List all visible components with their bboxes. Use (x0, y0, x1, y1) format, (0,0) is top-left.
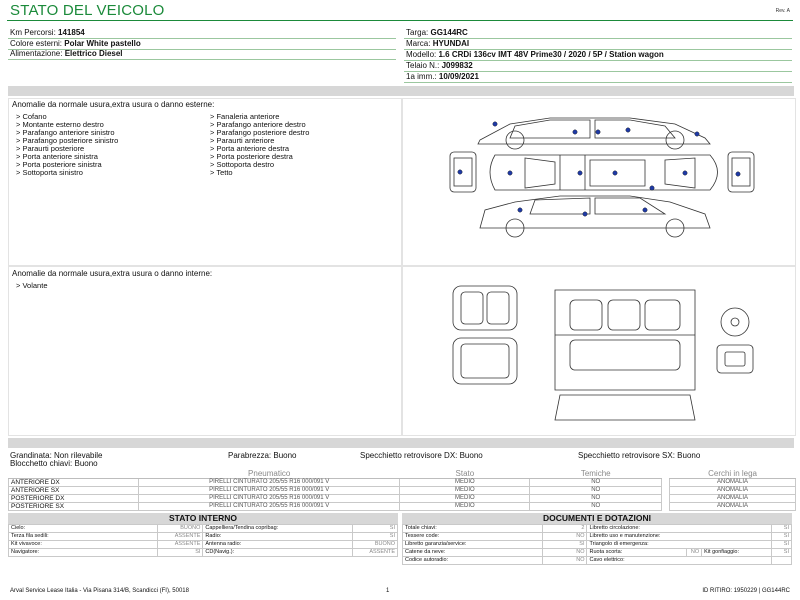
external-car-diagram (440, 110, 760, 260)
damage-item: > Paraurti posteriore (16, 144, 85, 153)
damage-item: > Parafango posteriore sinistro (16, 136, 119, 145)
footer-company: Arval Service Lease Italia - Via Pisana 314/B, Scandicci (FI), 50018 (10, 588, 189, 594)
damage-item: > Porta posteriore destra (210, 152, 293, 161)
plate-row: Targa: GG144RC (406, 28, 468, 37)
external-damage-list-1 (16, 113, 118, 177)
windshield-status: Parabrezza: Buono (228, 451, 297, 460)
damage-item: > Sottoporta sinistro (16, 168, 83, 177)
damage-item: > Parafango anteriore destro (210, 120, 306, 129)
table-row: Libretto garanzia/service: SI Triangolo di emergenza: SI (403, 541, 792, 549)
tyres-table (8, 468, 796, 511)
internal-car-diagram (445, 280, 765, 430)
internal-status-title: STATO INTERNO (8, 513, 398, 524)
table-row: POSTERIORE DX PIRELLI CINTURATO 205/55 R16 000/091 V MEDIO NO ANOMALIA (9, 495, 796, 503)
revision-label: Rev. A (775, 8, 790, 14)
damage-item: > Tetto (210, 168, 233, 177)
table-row: Catene da neve: NO Ruota scorta: NO Kit gonfiaggio: SI (403, 549, 792, 557)
internal-damage-list (16, 282, 48, 290)
table-row: POSTERIORE SX PIRELLI CINTURATO 205/55 R16 000/091 V MEDIO NO ANOMALIA (9, 503, 796, 511)
damage-item: > Cofano (16, 112, 47, 121)
table-row: Terza fila sedili: ASSENTE Radio: SI (9, 533, 398, 541)
title-divider (7, 20, 793, 21)
chassis-row: Telaio N.: J099832 (406, 61, 473, 70)
external-damage-list-2 (210, 113, 309, 177)
damage-item: > Volante (16, 281, 48, 290)
mirror-sx-status: Specchietto retrovisore SX: Buono (578, 451, 701, 460)
table-row: Totale chiavi: 2 Libretto circolazione: SI (403, 525, 792, 533)
damage-item: > Sottoporta destro (210, 160, 274, 169)
table-row: Cielo: BUONO Cappelliera/Tendina copribag: SI (9, 525, 398, 533)
fuel-row: Alimentazione: Elettrico Diesel (10, 49, 123, 58)
table-row: Navigatore: SI CD(Navig.): ASSENTE (9, 549, 398, 557)
status-header: Stato (400, 468, 530, 479)
hail-status: Grandinata: Non rilevabile (10, 451, 103, 460)
table-row: Tessere code: NO Libretto uso e manutenzione: SI (403, 533, 792, 541)
mirror-dx-status: Specchietto retrovisore DX: Buono (360, 451, 483, 460)
registration-row: 1a imm.: 10/09/2021 (406, 72, 479, 81)
internal-status-section (8, 513, 398, 557)
damage-item: > Montante esterno destro (16, 120, 104, 129)
km-row: Km Percorsi: 141854 (10, 28, 85, 37)
documents-title: DOCUMENTI E DOTAZIONI (402, 513, 792, 524)
damage-item: > Porta anteriore sinistra (16, 152, 98, 161)
temiche-header: Temiche (530, 468, 662, 479)
damage-item: > Parafango posteriore destro (210, 128, 310, 137)
table-row: ANTERIORE SX PIRELLI CINTURATO 205/55 R16 000/091 V MEDIO NO ANOMALIA (9, 487, 796, 495)
status-band (8, 438, 794, 448)
section-band (8, 86, 794, 96)
footer-id: ID RITIRO: 1950229 | GG144RC (702, 588, 790, 594)
footer-page-number: 1 (386, 588, 390, 594)
internal-damage-panel (8, 266, 402, 436)
page-title: STATO DEL VEICOLO (10, 2, 165, 19)
external-damage-title: Anomalie da normale usura,extra usura o danno esterne: (12, 100, 215, 109)
color-row: Colore esterni: Polar White pastello (10, 39, 141, 48)
damage-item: > Parafango anteriore sinistro (16, 128, 115, 137)
damage-item: > Fanaleria anteriore (210, 112, 280, 121)
rims-header: Cerchi in lega (670, 468, 796, 479)
brand-row: Marca: HYUNDAI (406, 39, 470, 48)
damage-item: > Porta anteriore destra (210, 144, 290, 153)
table-row: Codice autoradio: NO Cavo elettrico: (403, 557, 792, 565)
tyre-header: Pneumatico (138, 468, 400, 479)
table-row: Kit vivavoce: ASSENTE Antenna radio: BUONO (9, 541, 398, 549)
documents-section (402, 513, 792, 565)
damage-item: > Porta posteriore sinistra (16, 160, 102, 169)
key-block-status: Blocchetto chiavi: Buono (10, 459, 98, 468)
table-row: ANTERIORE DX PIRELLI CINTURATO 205/55 R16 000/091 V MEDIO NO ANOMALIA (9, 479, 796, 487)
model-row: Modello: 1.6 CRDi 136cv IMT 48V Prime30 / 2020 / 5P / Station wagon (406, 50, 664, 59)
damage-item: > Paraurti anteriore (210, 136, 275, 145)
internal-damage-title: Anomalie da normale usura,extra usura o danno interne: (12, 269, 213, 278)
